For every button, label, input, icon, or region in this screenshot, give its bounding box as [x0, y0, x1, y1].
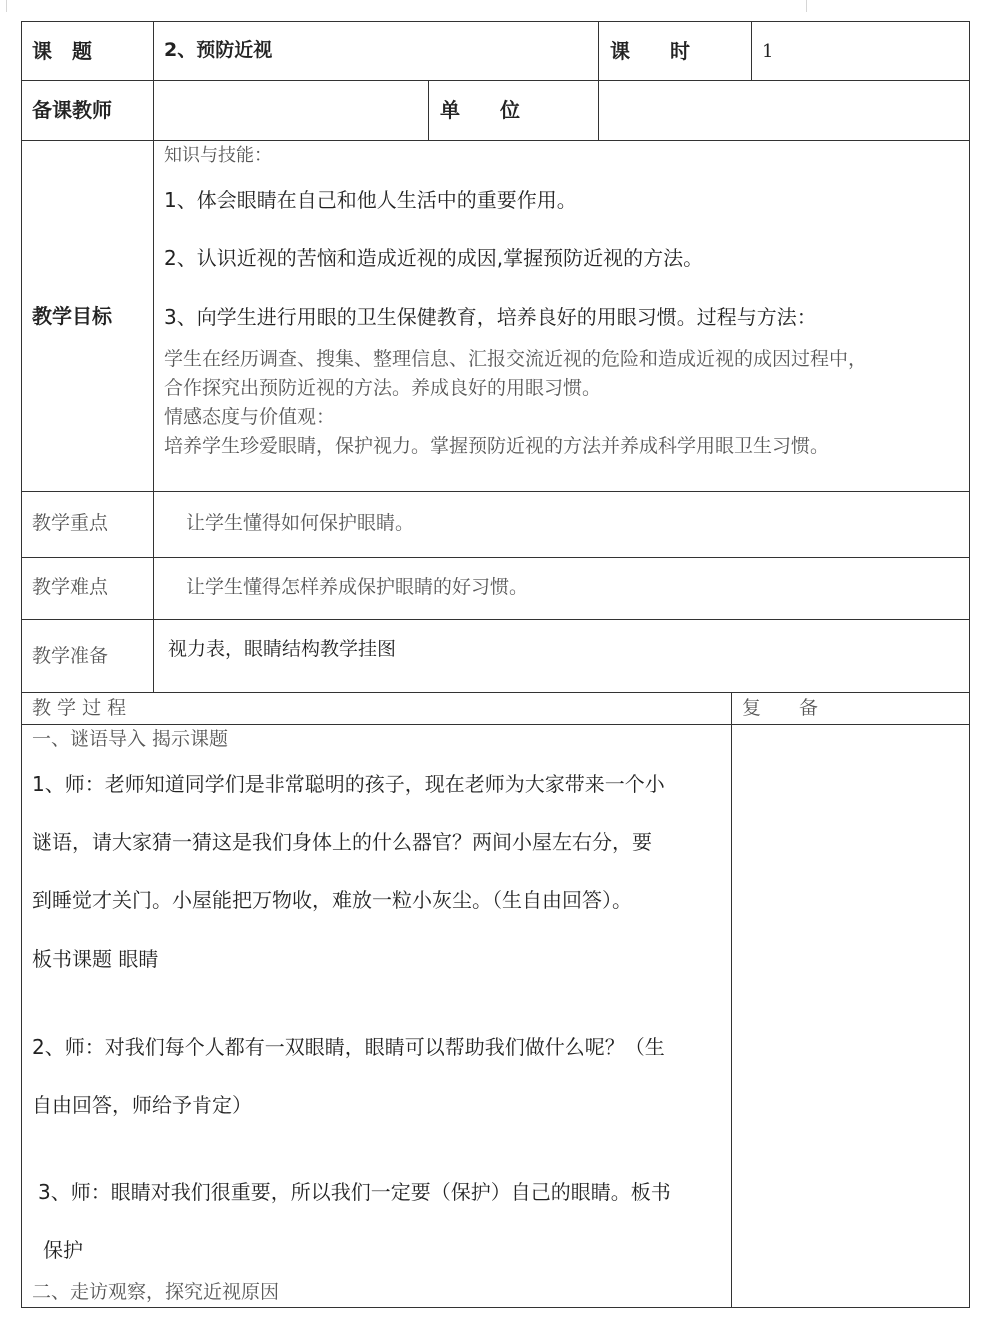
- rule-bottom: [21, 1307, 970, 1308]
- page-guide-right: [806, 0, 807, 12]
- paragraph-1-line-4: 板书课题 眼睛: [32, 947, 159, 971]
- rule-row3: [21, 491, 970, 492]
- objective-item-3: 3、向学生进行用眼的卫生保健教育，培养良好的用眼习惯。过程与方法：: [164, 305, 817, 329]
- preparation-text: 视力表，眼睛结构教学挂图: [168, 638, 397, 660]
- paragraph-2-line-1: 2、师：对我们每个人都有一双眼睛，眼睛可以帮助我们做什么呢？（生: [32, 1035, 665, 1059]
- process-method-line-2: 合作探究出预防近视的方法。养成良好的用眼习惯。: [164, 377, 602, 399]
- objectives-label: 教学目标: [32, 304, 112, 328]
- process-header-label: 教 学 过 程: [32, 697, 127, 719]
- rule-topic-end: [598, 21, 599, 141]
- objective-item-1: 1、体会眼睛在自己和他人生活中的重要作用。: [164, 188, 577, 212]
- paragraph-3-line-2: 保护: [43, 1238, 83, 1262]
- rule-label-col: [153, 21, 154, 693]
- rule-row4: [21, 557, 970, 558]
- paragraph-1-line-2: 谜语，请大家猜一猜这是我们身体上的什么器官？两间小屋左右分，要: [32, 830, 652, 854]
- rule-row2: [21, 140, 970, 141]
- objectives-heading: 知识与技能：: [164, 145, 272, 166]
- rule-period-col: [751, 21, 752, 81]
- emotion-heading: 情感态度与价值观：: [164, 406, 336, 428]
- rule-row5: [21, 619, 970, 620]
- teacher-label: 备课教师: [32, 98, 112, 122]
- period-value: 1: [762, 41, 774, 62]
- topic-value: 2、预防近视: [164, 39, 273, 61]
- preparation-label: 教学准备: [32, 645, 109, 667]
- review-header-label: 复 备: [742, 697, 819, 719]
- rule-row1: [21, 80, 970, 81]
- objective-item-2: 2、认识近视的苦恼和造成近视的成因,掌握预防近视的方法。: [164, 246, 704, 270]
- rule-top: [21, 21, 970, 22]
- emotion-text: 培养学生珍爱眼睛，保护视力。掌握预防近视的方法并养成科学用眼卫生习惯。: [164, 435, 830, 457]
- rule-right: [969, 21, 970, 1308]
- process-method-line-1: 学生在经历调查、搜集、整理信息、汇报交流近视的危险和造成近视的成因过程中，: [164, 348, 868, 370]
- rule-row7: [21, 724, 970, 725]
- rule-review-col: [731, 692, 732, 1308]
- key-point-label: 教学重点: [32, 512, 109, 534]
- difficulty-label: 教学难点: [32, 576, 109, 598]
- rule-left: [21, 21, 22, 1308]
- paragraph-1-line-3: 到睡觉才关门。小屋能把万物收，难放一粒小灰尘。（生自由回答）。: [32, 888, 632, 912]
- section-1-heading: 一、谜语导入 揭示课题: [32, 728, 229, 750]
- key-point-text: 让学生懂得如何保护眼睛。: [186, 512, 415, 534]
- difficulty-text: 让学生懂得怎样养成保护眼睛的好习惯。: [186, 576, 529, 598]
- paragraph-2-line-2: 自由回答，师给予肯定）: [32, 1093, 252, 1117]
- section-2-heading: 二、走访观察，探究近视原因: [32, 1281, 280, 1303]
- topic-label: 课 题: [32, 39, 92, 63]
- rule-row6: [21, 692, 970, 693]
- paragraph-1-line-1: 1、师：老师知道同学们是非常聪明的孩子，现在老师为大家带来一个小: [32, 772, 665, 796]
- period-label: 课 时: [610, 39, 690, 63]
- rule-unit-col: [428, 80, 429, 141]
- page-guide-left: [6, 0, 7, 12]
- unit-label: 单 位: [440, 98, 520, 122]
- paragraph-3-line-1: 3、师：眼睛对我们很重要，所以我们一定要（保护）自己的眼睛。板书: [38, 1180, 671, 1204]
